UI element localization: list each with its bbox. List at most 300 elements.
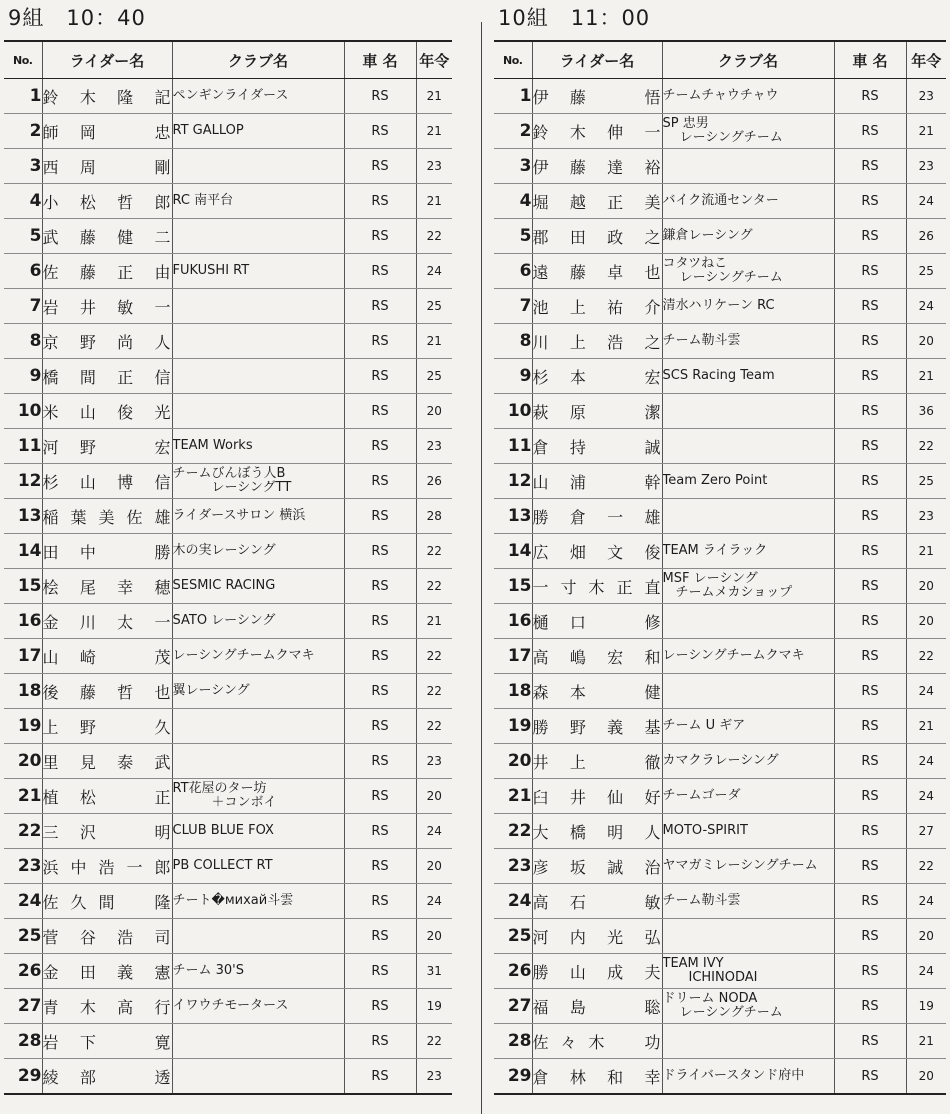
entry-table — [4, 40, 452, 1095]
club-name — [172, 114, 344, 149]
header-club: クラブ名 — [172, 41, 344, 79]
entry-number: 1 — [4, 79, 42, 114]
club-name — [662, 919, 834, 954]
rider-age: 21 — [416, 604, 452, 639]
car-name: RS — [834, 744, 906, 779]
header-age: 年令 — [416, 41, 452, 79]
club-name-text: チーム U ギア — [662, 718, 746, 734]
rider-name: 佐藤正由 — [42, 254, 172, 289]
entry-number: 10 — [494, 394, 532, 429]
club-name — [662, 1024, 834, 1059]
rider-age: 23 — [426, 1069, 442, 1083]
table-row — [494, 639, 946, 674]
car-name: RS — [834, 1059, 906, 1095]
rider-age: 26 — [416, 464, 452, 499]
car-name: RS — [344, 954, 416, 989]
club-name — [172, 79, 344, 114]
car-name: RS — [834, 359, 906, 394]
club-name — [172, 884, 344, 919]
car-name: RS — [344, 1024, 416, 1059]
rider-name: 井上 徹 — [532, 744, 662, 779]
entry-number: 11 — [4, 429, 42, 464]
car-name: RS — [344, 814, 416, 849]
entry-number: 5 — [4, 219, 42, 254]
rider-age: 23 — [906, 149, 946, 184]
entry-number: 25 — [494, 919, 532, 954]
rider-name: 萩原 潔 — [532, 394, 662, 429]
club-name-text: SESMIC RACING — [172, 578, 276, 594]
club-name — [662, 849, 834, 884]
club-name — [662, 114, 834, 149]
table-row — [4, 744, 452, 779]
car-name: RS — [344, 674, 416, 709]
entry-number: 8 — [4, 324, 42, 359]
rider-age: 24 — [416, 884, 452, 919]
rider-age: 24 — [906, 779, 946, 814]
entry-number: 21 — [494, 779, 532, 814]
club-name — [662, 289, 834, 324]
club-name — [662, 219, 834, 254]
club-name — [662, 499, 834, 534]
rider-age: 27 — [906, 814, 946, 849]
table-row — [494, 779, 946, 814]
header-age: 年令 — [906, 41, 946, 79]
car-name: RS — [344, 359, 416, 394]
car-name: RS — [344, 744, 416, 779]
rider-name: 倉持 誠 — [532, 429, 662, 464]
club-name — [172, 149, 344, 184]
entry-number: 2 — [4, 114, 42, 149]
rider-name: 金田義憲 — [42, 954, 172, 989]
car-name: RS — [834, 464, 906, 499]
club-name — [662, 534, 834, 569]
car-name: RS — [344, 289, 416, 324]
rider-name: 河野 宏 — [42, 429, 172, 464]
rider-name: 里見泰武 — [42, 744, 172, 779]
entry-number: 21 — [4, 779, 42, 814]
club-name-text: イワウチモータース — [172, 998, 289, 1014]
rider-name: 勝山成夫 — [532, 954, 662, 989]
rider-name: 倉林和幸 — [532, 1059, 662, 1095]
rider-name: 西周 剛 — [42, 149, 172, 184]
rider-name: 樋口 修 — [532, 604, 662, 639]
entry-number: 23 — [4, 849, 42, 884]
table-row — [4, 254, 452, 289]
table-row — [4, 604, 452, 639]
club-name — [662, 149, 834, 184]
car-name: RS — [834, 989, 906, 1024]
table-row — [494, 884, 946, 919]
table-row — [4, 184, 452, 219]
entry-number: 15 — [494, 569, 532, 604]
rider-age: 24 — [906, 884, 946, 919]
rider-name: 綾部 透 — [42, 1059, 172, 1095]
car-name: RS — [344, 639, 416, 674]
car-name: RS — [834, 219, 906, 254]
club-name-text: バイク流通センター — [662, 193, 779, 209]
club-name-text: 鎌倉レーシング — [662, 228, 753, 244]
rider-name: 広畑文俊 — [532, 534, 662, 569]
rider-age: 19 — [416, 989, 452, 1024]
rider-age: 22 — [416, 639, 452, 674]
header-no: No. — [494, 41, 532, 79]
club-name — [172, 849, 344, 884]
rider-name: 勝野義基 — [532, 709, 662, 744]
rider-age: 21 — [906, 709, 946, 744]
club-name — [662, 79, 834, 114]
club-name-text: レーシングチームクマキ — [172, 648, 315, 664]
rider-age: 20 — [416, 919, 452, 954]
rider-name: 岩井敏一 — [42, 289, 172, 324]
rider-name: 鈴木隆記 — [42, 79, 172, 114]
rider-name: 高石 敏 — [532, 884, 662, 919]
club-name-text: ヤマガミレーシングチーム — [662, 858, 818, 874]
club-name — [662, 359, 834, 394]
car-name: RS — [344, 989, 416, 1024]
club-name — [172, 254, 344, 289]
header-car: 車 名 — [834, 41, 906, 79]
header-no: No. — [4, 41, 42, 79]
car-name: RS — [834, 849, 906, 884]
table-row — [494, 359, 946, 394]
rider-age: 21 — [416, 324, 452, 359]
car-name: RS — [344, 219, 416, 254]
rider-name: 伊藤 悟 — [532, 79, 662, 114]
rider-age: 20 — [416, 849, 452, 884]
car-name: RS — [834, 324, 906, 359]
rider-name: 河内光弘 — [532, 919, 662, 954]
club-name — [662, 569, 834, 604]
car-name: RS — [834, 184, 906, 219]
table-row — [4, 814, 452, 849]
header-car: 車 名 — [344, 41, 416, 79]
rider-age: 22 — [906, 849, 946, 884]
club-name-text: チームチャウチャウ — [662, 88, 779, 104]
car-name: RS — [834, 254, 906, 289]
car-name: RS — [834, 814, 906, 849]
club-name — [172, 604, 344, 639]
table-row — [4, 534, 452, 569]
table-row — [4, 464, 452, 499]
club-name — [172, 814, 344, 849]
rider-name: 菅谷浩司 — [42, 919, 172, 954]
entry-number: 15 — [4, 569, 42, 604]
club-name-text: チームゴーダ — [662, 788, 741, 804]
club-name — [172, 464, 344, 499]
table-row — [4, 884, 452, 919]
car-name: RS — [344, 884, 416, 919]
rider-age: 36 — [906, 394, 946, 429]
rider-age: 28 — [416, 499, 452, 534]
rider-age: 21 — [416, 184, 452, 219]
table-row — [4, 289, 452, 324]
car-name: RS — [344, 429, 416, 464]
rider-name: 臼井仙好 — [532, 779, 662, 814]
car-name: RS — [834, 954, 906, 989]
table-row — [4, 1059, 452, 1095]
rider-age: 22 — [906, 639, 946, 674]
entry-number: 20 — [4, 744, 42, 779]
club-name — [172, 639, 344, 674]
entry-number: 19 — [494, 709, 532, 744]
club-name-text: チームびんぼう人B レーシングTT — [172, 466, 292, 495]
table-row — [494, 569, 946, 604]
table-row — [494, 744, 946, 779]
club-name — [172, 919, 344, 954]
entry-number: 16 — [4, 604, 42, 639]
entry-number: 9 — [494, 359, 532, 394]
club-name-text: PB COLLECT RT — [172, 858, 273, 874]
rider-age: 24 — [906, 744, 946, 779]
table-row — [494, 114, 946, 149]
club-name — [662, 744, 834, 779]
rider-age: 22 — [416, 709, 452, 744]
table-row — [4, 639, 452, 674]
rider-age: 22 — [416, 534, 452, 569]
rider-name: 岩下 寛 — [42, 1024, 172, 1059]
rider-name: 三沢 明 — [42, 814, 172, 849]
rider-name: 勝倉一雄 — [532, 499, 662, 534]
rider-name: 福島 聡 — [532, 989, 662, 1024]
table-header-row — [4, 41, 452, 79]
rider-name: 郡田政之 — [532, 219, 662, 254]
rider-age: 21 — [416, 114, 452, 149]
entry-number: 16 — [494, 604, 532, 639]
entry-number: 22 — [494, 814, 532, 849]
entry-number: 11 — [494, 429, 532, 464]
rider-age: 25 — [906, 254, 946, 289]
club-name — [662, 674, 834, 709]
club-name-text: ペンギンライダース — [172, 88, 289, 104]
club-name — [172, 219, 344, 254]
rider-age: 20 — [906, 919, 946, 954]
car-name: RS — [834, 429, 906, 464]
club-name — [662, 429, 834, 464]
table-row — [494, 1024, 946, 1059]
club-name — [172, 289, 344, 324]
entry-number: 24 — [494, 884, 532, 919]
club-name — [172, 394, 344, 429]
club-name — [662, 779, 834, 814]
rider-age: 22 — [416, 219, 452, 254]
table-row — [4, 849, 452, 884]
car-name: RS — [834, 919, 906, 954]
rider-age: 19 — [906, 989, 946, 1024]
entry-number: 26 — [4, 954, 42, 989]
entry-number: 24 — [4, 884, 42, 919]
table-row — [4, 429, 452, 464]
rider-name: 桧尾幸穂 — [42, 569, 172, 604]
table-row — [494, 254, 946, 289]
rider-name: 堀越正美 — [532, 184, 662, 219]
car-name: RS — [344, 464, 416, 499]
table-row — [4, 324, 452, 359]
entry-number: 6 — [4, 254, 42, 289]
rider-name: 伊藤達裕 — [532, 149, 662, 184]
club-name-text: チート�михай斗雲 — [172, 893, 294, 909]
rider-name: 大橋明人 — [532, 814, 662, 849]
entry-number: 18 — [4, 674, 42, 709]
car-name: RS — [344, 114, 416, 149]
rider-age: 22 — [416, 1024, 452, 1059]
rider-age: 20 — [906, 604, 946, 639]
club-name — [172, 744, 344, 779]
club-name-text: レーシングチームクマキ — [662, 648, 805, 664]
entry-number: 13 — [4, 499, 42, 534]
club-name — [172, 359, 344, 394]
entry-number: 10 — [4, 394, 42, 429]
rider-age: 23 — [906, 499, 946, 534]
table-row — [4, 1024, 452, 1059]
club-name — [172, 779, 344, 814]
rider-age: 24 — [906, 954, 946, 989]
car-name: RS — [834, 639, 906, 674]
table-row — [4, 919, 452, 954]
rider-name: 杉本 宏 — [532, 359, 662, 394]
rider-name: 山浦 幹 — [532, 464, 662, 499]
club-name-text: RT GALLOP — [172, 123, 244, 139]
entry-number: 6 — [494, 254, 532, 289]
car-name: RS — [834, 674, 906, 709]
table-row — [4, 359, 452, 394]
club-name — [662, 814, 834, 849]
table-row — [494, 534, 946, 569]
rider-age: 20 — [906, 569, 946, 604]
rider-name: 杉山博信 — [42, 464, 172, 499]
rider-age: 22 — [416, 674, 452, 709]
rider-name: 京野尚人 — [42, 324, 172, 359]
table-row — [494, 604, 946, 639]
table-row — [494, 219, 946, 254]
club-name-text: ドライバースタンド府中 — [662, 1068, 805, 1084]
entry-number: 2 — [494, 114, 532, 149]
club-name — [172, 1024, 344, 1059]
club-name-text: SP 忠男 レーシングチーム — [662, 116, 783, 145]
car-name: RS — [834, 149, 906, 184]
entry-number: 17 — [4, 639, 42, 674]
car-name: RS — [344, 919, 416, 954]
rider-name: 山崎 茂 — [42, 639, 172, 674]
rider-name: 武藤健二 — [42, 219, 172, 254]
entry-number: 28 — [494, 1024, 532, 1059]
entry-number: 3 — [494, 149, 532, 184]
club-name — [662, 394, 834, 429]
car-name: RS — [834, 569, 906, 604]
club-name-text: チーム勒斗雲 — [662, 893, 741, 909]
car-name: RS — [834, 604, 906, 639]
entry-number: 4 — [494, 184, 532, 219]
entry-number: 29 — [494, 1059, 532, 1095]
column-divider — [481, 22, 482, 1114]
car-name: RS — [344, 569, 416, 604]
table-row — [4, 219, 452, 254]
club-name-text: ドリーム NODA レーシングチーム — [662, 991, 783, 1020]
club-name-text: MOTO-SPIRIT — [662, 823, 748, 839]
club-name-text: Team Zero Point — [662, 473, 768, 489]
club-name-text: SCS Racing Team — [662, 368, 775, 384]
club-name-text: 木の実レーシング — [172, 543, 276, 559]
rider-age: 31 — [416, 954, 452, 989]
table-row — [4, 394, 452, 429]
entry-number: 5 — [494, 219, 532, 254]
group-9-section — [4, 0, 452, 1095]
car-name: RS — [344, 254, 416, 289]
car-name: RS — [344, 534, 416, 569]
entry-number: 14 — [4, 534, 42, 569]
club-name — [662, 464, 834, 499]
table-row — [4, 79, 452, 114]
club-name-text: チーム 30'S — [172, 963, 245, 979]
car-name: RS — [344, 849, 416, 884]
header-club: クラブ名 — [662, 41, 834, 79]
entry-number: 7 — [494, 289, 532, 324]
club-name-text: TEAM IVY ICHINODAI — [662, 956, 758, 985]
entry-number: 20 — [494, 744, 532, 779]
rider-name: 橋間正信 — [42, 359, 172, 394]
car-name: RS — [834, 114, 906, 149]
rider-age: 25 — [906, 464, 946, 499]
table-row — [4, 499, 452, 534]
table-row — [494, 499, 946, 534]
entry-number: 8 — [494, 324, 532, 359]
rider-age: 20 — [918, 1069, 934, 1083]
entry-number: 7 — [4, 289, 42, 324]
club-name — [172, 709, 344, 744]
entry-number: 18 — [494, 674, 532, 709]
table-row — [4, 989, 452, 1024]
entry-number: 12 — [494, 464, 532, 499]
rider-age: 23 — [416, 429, 452, 464]
rider-age: 25 — [416, 289, 452, 324]
header-rider: ライダー名 — [42, 41, 172, 79]
table-header-row — [494, 41, 946, 79]
car-name: RS — [344, 324, 416, 359]
club-name-text: FUKUSHI RT — [172, 263, 250, 279]
rider-age: 20 — [416, 394, 452, 429]
entry-number: 28 — [4, 1024, 42, 1059]
table-row — [4, 569, 452, 604]
entry-number: 26 — [494, 954, 532, 989]
entry-number: 3 — [4, 149, 42, 184]
rider-name: 佐久間 隆 — [42, 884, 172, 919]
rider-name: 浜中浩一郎 — [42, 849, 172, 884]
rider-name: 田中 勝 — [42, 534, 172, 569]
rider-age: 20 — [906, 324, 946, 359]
entry-number: 13 — [494, 499, 532, 534]
table-row — [4, 954, 452, 989]
table-row — [4, 149, 452, 184]
entry-number: 4 — [4, 184, 42, 219]
rider-name: 川上浩之 — [532, 324, 662, 359]
rider-age: 23 — [906, 79, 946, 114]
club-name — [662, 884, 834, 919]
rider-age: 26 — [906, 219, 946, 254]
rider-age: 24 — [416, 254, 452, 289]
table-row — [494, 989, 946, 1024]
club-name-text: RC 南平台 — [172, 193, 234, 209]
car-name: RS — [834, 709, 906, 744]
entry-number: 22 — [4, 814, 42, 849]
rider-name: 金川太一 — [42, 604, 172, 639]
car-name: RS — [834, 1024, 906, 1059]
car-name: RS — [344, 79, 416, 114]
car-name: RS — [344, 779, 416, 814]
rider-age: 24 — [906, 289, 946, 324]
table-row — [4, 674, 452, 709]
club-name — [172, 499, 344, 534]
car-name: RS — [834, 779, 906, 814]
rider-name: 米山俊光 — [42, 394, 172, 429]
